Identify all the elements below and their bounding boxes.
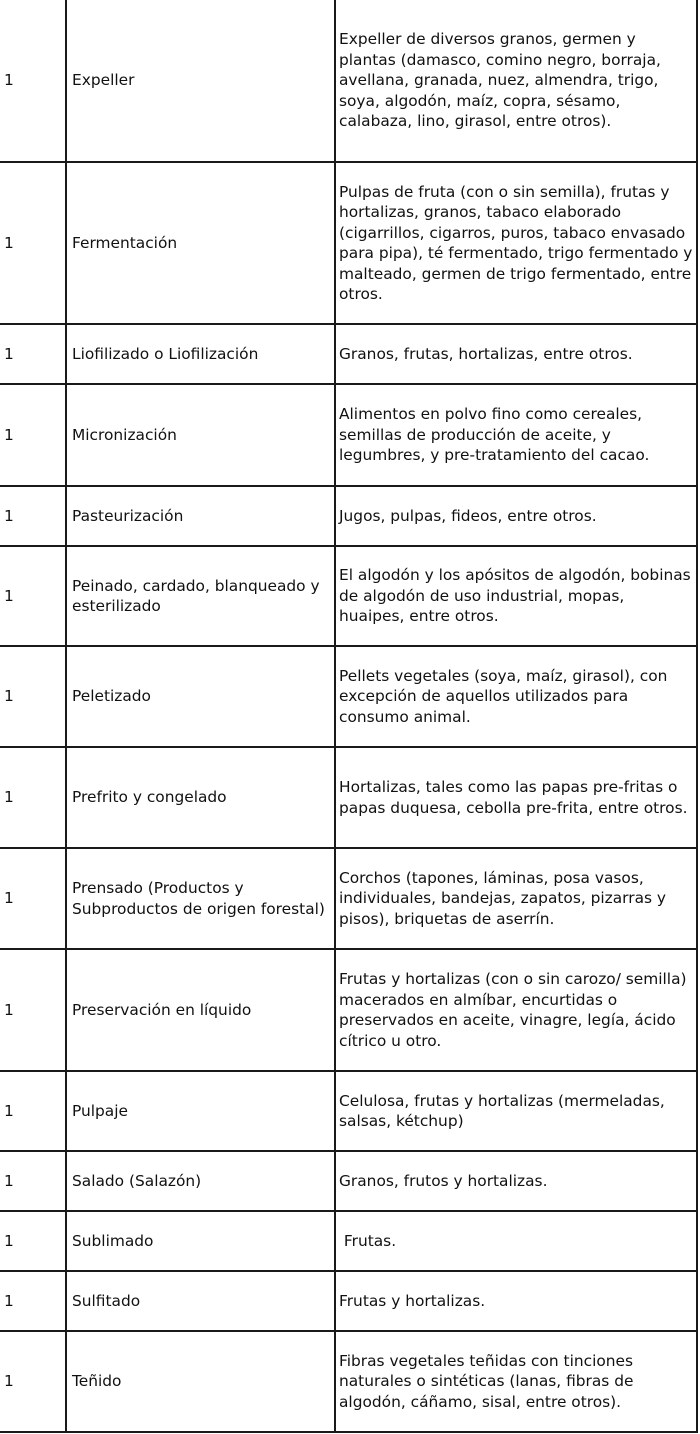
products-cell: Frutas.	[335, 1211, 697, 1271]
products-cell: Jugos, pulpas, fideos, entre otros.	[335, 486, 697, 546]
products-cell: Frutas y hortalizas (con o sin carozo/ semilla) macerados en almíbar, encurtidas o preservados en aceite, vinagre, legía, ácido cítrico u otro.	[335, 949, 697, 1071]
process-cell: Expeller	[66, 0, 335, 162]
table-row	[0, 384, 697, 486]
table-row	[0, 1331, 697, 1432]
table-row	[0, 1071, 697, 1151]
table-row	[0, 747, 697, 848]
row-number-cell: 1	[0, 324, 66, 384]
row-number-cell: 1	[0, 1071, 66, 1151]
table-row	[0, 486, 697, 546]
row-number-cell: 1	[0, 949, 66, 1071]
products-cell: Alimentos en polvo fino como cereales, semillas de producción de aceite, y legumbres, y pre-tratamiento del cacao.	[335, 384, 697, 486]
row-number-cell: 1	[0, 0, 66, 162]
row-number-cell: 1	[0, 1211, 66, 1271]
table-row	[0, 162, 697, 324]
products-cell: Pellets vegetales (soya, maíz, girasol), con excepción de aquellos utilizados para consumo animal.	[335, 646, 697, 747]
process-cell: Salado (Salazón)	[66, 1151, 335, 1211]
process-cell: Peletizado	[66, 646, 335, 747]
table-row	[0, 848, 697, 949]
row-number-cell: 1	[0, 646, 66, 747]
process-cell: Preservación en líquido	[66, 949, 335, 1071]
products-cell: Fibras vegetales teñidas con tinciones naturales o sintéticas (lanas, fibras de algodón, cáñamo, sisal, entre otros).	[335, 1331, 697, 1432]
table-row	[0, 324, 697, 384]
process-cell: Micronización	[66, 384, 335, 486]
table-row	[0, 1271, 697, 1331]
process-cell: Pasteurización	[66, 486, 335, 546]
table-row	[0, 1151, 697, 1211]
table-row	[0, 546, 697, 646]
products-cell: Frutas y hortalizas.	[335, 1271, 697, 1331]
products-cell: Expeller de diversos granos, germen y plantas (damasco, comino negro, borraja, avellana, granada, nuez, almendra, trigo, soya, algodón, maíz, copra, sésamo, calabaza, lino, girasol, entre otros).	[335, 0, 697, 162]
process-cell: Prefrito y congelado	[66, 747, 335, 848]
table-row	[0, 646, 697, 747]
products-cell: Granos, frutos y hortalizas.	[335, 1151, 697, 1211]
process-cell: Sulfitado	[66, 1271, 335, 1331]
products-cell: Pulpas de fruta (con o sin semilla), frutas y hortalizas, granos, tabaco elaborado (cigarrillos, cigarros, puros, tabaco envasado para pipa), té fermentado, trigo fermentado y malteado, germen de trigo fermentado, entre otros.	[335, 162, 697, 324]
products-cell: Granos, frutas, hortalizas, entre otros.	[335, 324, 697, 384]
row-number-cell: 1	[0, 384, 66, 486]
row-number-cell: 1	[0, 162, 66, 324]
process-cell: Peinado, cardado, blanqueado y esterilizado	[66, 546, 335, 646]
row-number-cell: 1	[0, 1271, 66, 1331]
process-cell: Liofilizado o Liofilización	[66, 324, 335, 384]
products-cell: Corchos (tapones, láminas, posa vasos, individuales, bandejas, zapatos, pizarras y pisos), briquetas de aserrín.	[335, 848, 697, 949]
products-cell: El algodón y los apósitos de algodón, bobinas de algodón de uso industrial, mopas, huaipes, entre otros.	[335, 546, 697, 646]
row-number-cell: 1	[0, 1331, 66, 1432]
table-row	[0, 0, 697, 162]
table-row	[0, 1211, 697, 1271]
row-number-cell: 1	[0, 486, 66, 546]
products-cell: Hortalizas, tales como las papas pre-fritas o papas duquesa, cebolla pre-frita, entre otros.	[335, 747, 697, 848]
process-cell: Fermentación	[66, 162, 335, 324]
process-cell: Teñido	[66, 1331, 335, 1432]
row-number-cell: 1	[0, 1151, 66, 1211]
table-row	[0, 949, 697, 1071]
row-number-cell: 1	[0, 848, 66, 949]
process-cell: Prensado (Productos y Subproductos de origen forestal)	[66, 848, 335, 949]
process-cell: Pulpaje	[66, 1071, 335, 1151]
products-cell: Celulosa, frutas y hortalizas (mermeladas, salsas, kétchup)	[335, 1071, 697, 1151]
process-cell: Sublimado	[66, 1211, 335, 1271]
row-number-cell: 1	[0, 546, 66, 646]
row-number-cell: 1	[0, 747, 66, 848]
